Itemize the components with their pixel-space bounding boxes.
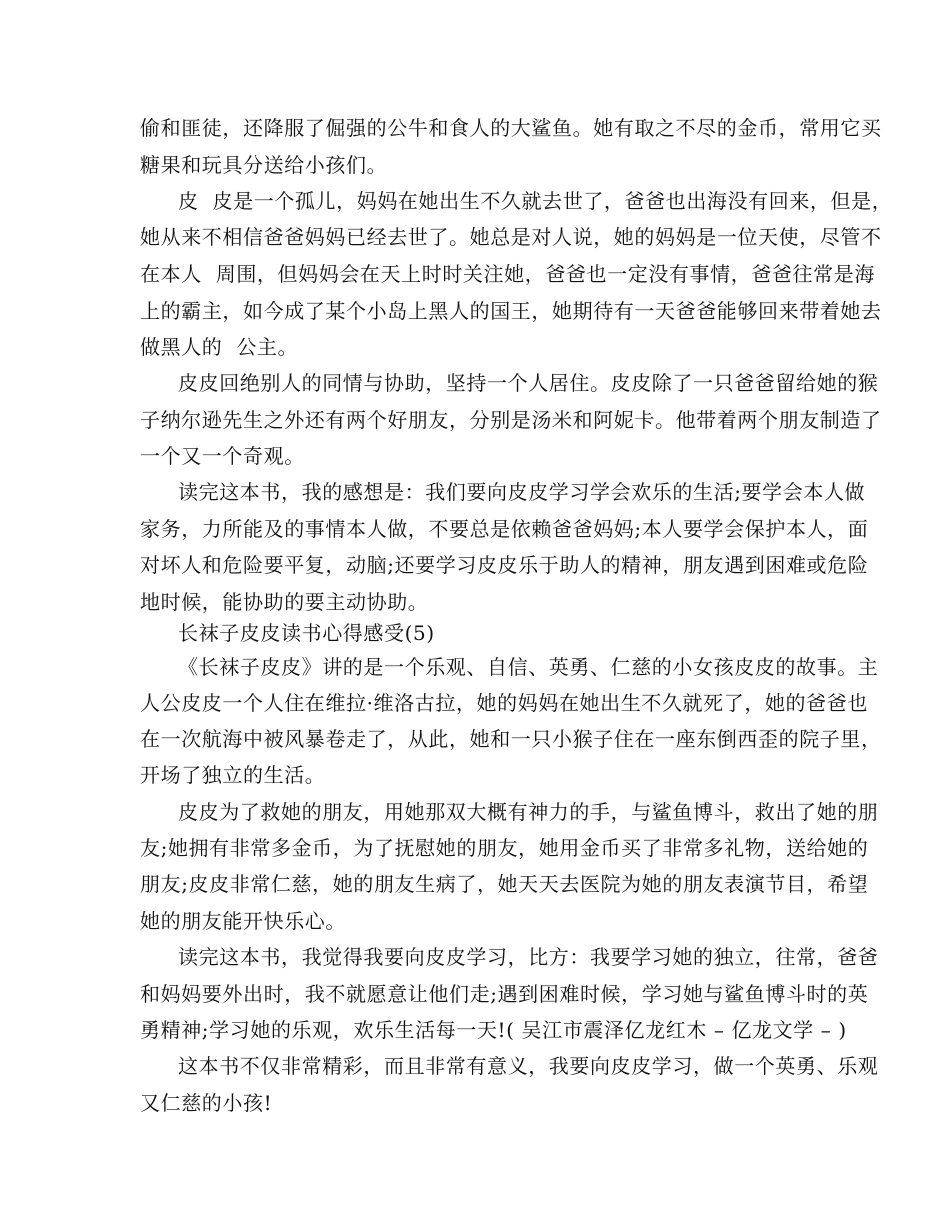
text-line: 她从来不相信爸爸妈妈已经去世了。她总是对人说，她的妈妈是一位天使，尽管不 xyxy=(140,225,882,249)
text-line: 一个又一个奇观。 xyxy=(140,444,305,468)
text-line: 地时候，能协助的要主动协助。 xyxy=(140,590,429,614)
text-line: 和妈妈要外出时，我不就愿意让他们走;遇到困难时候，学习她与鲨鱼博斗时的英 xyxy=(140,982,869,1006)
text-line: 皮皮回绝别人的同情与协助，坚持一个人居住。皮皮除了一只爸爸留给她的猴 xyxy=(178,371,879,395)
text-line: 家务，力所能及的事情本人做，不要总是依赖爸爸妈妈;本人要学会保护本人，面 xyxy=(140,517,869,541)
text-line: 读完这本书，我觉得我要向皮皮学习，比方：我要学习她的独立，往常，爸爸 xyxy=(178,945,879,969)
text-line: 开场了独立的生活。 xyxy=(140,763,326,787)
text-line: 勇精神;学习她的乐观，欢乐生活每一天!( 吴江市震泽亿龙红木 – 亿龙文学 – ) xyxy=(140,1018,847,1042)
text-line: 在一次航海中被风暴卷走了，从此，她和一只小猴子住在一座东倒西歪的院子里， xyxy=(140,727,882,751)
text-line: 子纳尔逊先生之外还有两个好朋友，分别是汤米和阿妮卡。他带着两个朋友制造了 xyxy=(140,408,882,432)
text-line: 皮皮为了救她的朋友，用她那双大概有神力的手，与鲨鱼博斗，救出了她的朋 xyxy=(178,800,879,824)
text-line: 友;她拥有非常多金币，为了抚慰她的朋友，她用金币买了非常多礼物，送给她的 xyxy=(140,836,869,860)
section-heading: 长袜子皮皮读书心得感受(5) xyxy=(178,621,435,645)
text-line: 上的霸主，如今成了某个小岛上黑人的国王，她期待有一天爸爸能够回来带着她去 xyxy=(140,299,882,323)
text-line: 《长袜子皮皮》讲的是一个乐观、自信、英勇、仁慈的小女孩皮皮的故事。主 xyxy=(178,655,879,679)
text-line: 皮 皮是一个孤儿，妈妈在她出生不久就去世了，爸爸也出海没有回来，但是， xyxy=(178,189,893,213)
text-line: 对坏人和危险要平复，动脑;还要学习皮皮乐于助人的精神，朋友遇到困难或危险 xyxy=(140,553,869,577)
text-line: 人公皮皮一个人住在维拉·维洛古拉，她的妈妈在她出生不久就死了，她的爸爸也 xyxy=(140,691,868,715)
text-line: 糖果和玩具分送给小孩们。 xyxy=(140,153,388,177)
text-line: 读完这本书，我的感想是：我们要向皮皮学习学会欢乐的生活;要学会本人做 xyxy=(178,480,866,504)
text-line: 做黑人的 公主。 xyxy=(140,335,299,359)
text-line: 在本人 周围，但妈妈会在天上时时关注她，爸爸也一定没有事情，爸爸往常是海 xyxy=(140,262,875,286)
text-line: 又仁慈的小孩! xyxy=(140,1091,273,1115)
text-line: 朋友;皮皮非常仁慈，她的朋友生病了，她天天去医院为她的朋友表演节目，希望 xyxy=(140,872,869,896)
text-line: 她的朋友能开快乐心。 xyxy=(140,909,346,933)
text-line: 这本书不仅非常精彩，而且非常有意义，我要向皮皮学习，做一个英勇、乐观 xyxy=(178,1054,879,1078)
text-line: 偷和匪徒，还降服了倔强的公牛和食人的大鲨鱼。她有取之不尽的金币，常用它买 xyxy=(140,116,882,140)
